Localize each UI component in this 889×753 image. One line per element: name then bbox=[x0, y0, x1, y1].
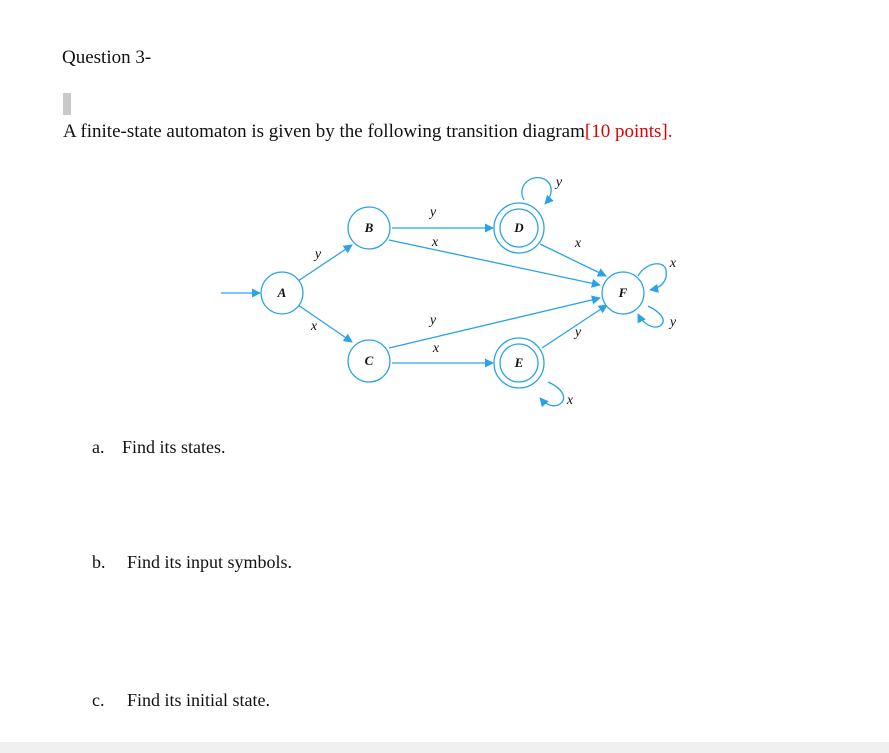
text-cursor bbox=[63, 93, 71, 115]
state-b-label: B bbox=[364, 220, 374, 235]
edge-label-b-f: x bbox=[431, 235, 439, 250]
item-c-text: Find its initial state. bbox=[127, 690, 270, 710]
state-d-label: D bbox=[514, 220, 524, 235]
loop-e bbox=[540, 382, 564, 406]
bottom-scroll-strip bbox=[0, 742, 889, 753]
item-c-marker: c. bbox=[92, 690, 105, 710]
intro-text: A finite-state automaton is given by the following transition diagram bbox=[63, 121, 585, 142]
points-label: [10 points]. bbox=[584, 121, 673, 142]
item-b-text: Find its input symbols. bbox=[127, 552, 293, 572]
edge-a-c bbox=[298, 305, 352, 342]
question-intro bbox=[63, 121, 672, 143]
edge-label-f-f-y: y bbox=[669, 315, 677, 330]
edge-d-f bbox=[540, 244, 606, 276]
state-c-label: C bbox=[364, 353, 374, 368]
edge-label-f-f-x: x bbox=[669, 256, 677, 271]
transition-diagram bbox=[200, 165, 700, 425]
edge-label-e-f: y bbox=[574, 325, 582, 340]
question-title: Question 3- bbox=[62, 47, 152, 68]
edge-label-a-b: y bbox=[314, 247, 322, 262]
edge-label-c-f: y bbox=[429, 313, 437, 328]
edge-label-e-e: x bbox=[566, 393, 574, 408]
state-e-label: E bbox=[514, 355, 524, 370]
edge-label-b-d: y bbox=[429, 205, 437, 220]
item-a bbox=[92, 437, 226, 458]
edge-label-d-d: y bbox=[555, 175, 563, 190]
edge-a-b bbox=[298, 245, 352, 281]
item-b-marker: b. bbox=[92, 552, 106, 572]
edge-label-c-e: x bbox=[432, 341, 440, 356]
edge-label-d-f: x bbox=[574, 236, 582, 251]
edge-b-f bbox=[389, 240, 600, 285]
edge-c-f bbox=[389, 298, 600, 348]
loop-f-y bbox=[638, 306, 663, 327]
item-a-text: Find its states. bbox=[122, 437, 226, 457]
edge-label-a-c: x bbox=[310, 319, 318, 334]
item-b bbox=[92, 552, 292, 573]
state-f-label: F bbox=[618, 285, 628, 300]
item-a-marker: a. bbox=[92, 437, 105, 457]
loop-d bbox=[522, 178, 551, 204]
item-c bbox=[92, 690, 270, 711]
state-a-label: A bbox=[277, 285, 287, 300]
